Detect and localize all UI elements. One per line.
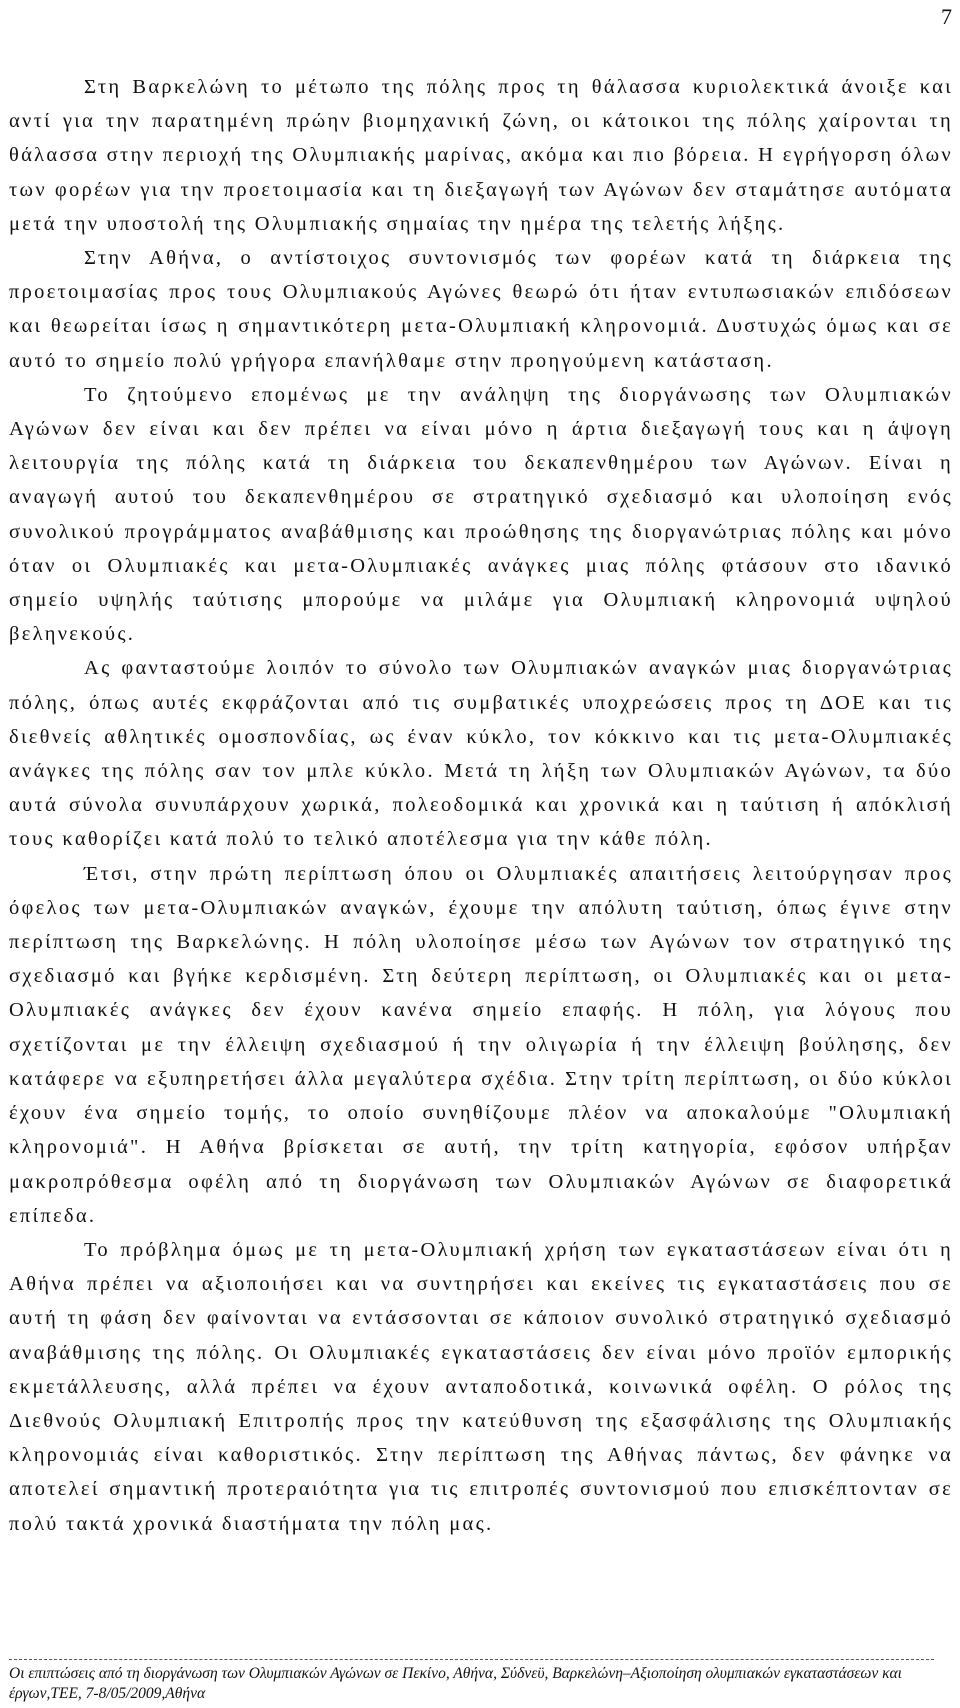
paragraph-5: Έτσι, στην πρώτη περίπτωση όπου οι Ολυμπιακές απαιτήσεις λειτούργησαν προς όφελος των μετα-Ολυμπιακών αναγκών, έχουμε την απόλυτη ταύτιση, όπως έγινε στην περίπτωση της Βαρκελώνης. Η πόλη υλοποίησε μέσω των Αγώνων τον στρατηγικό της σχεδιασμό και βγήκε κερδισμένη. Στη δεύτερη περίπτωση, οι Ολυμπιακές και οι μετα-Ολυμπιακές ανάγκες δεν έχουν κανένα σημείο επαφής. Η πόλη, για λόγους που σχετίζονται με την έλλειψη σχεδιασμού ή την ολιγωρία ή την έλλειψη βούλησης, δεν κατάφερε να εξυπηρετήσει άλλα μεγαλύτερα σχέδια. Στην τρίτη περίπτωση, οι δύο κύκλοι έχουν ένα σημείο τομής, το οποίο συνηθίζουμε πλέον να αποκαλούμε "Ολυμπιακή κληρονομιά". Η Αθήνα βρίσκεται σε αυτή, την τρίτη κατηγορία, εφόσον υπήρξαν μακροπρόθεσμα οφέλη από τη διοργάνωση των Ολυμπιακών Αγώνων σε διαφορετικά επίπεδα. xyxy=(9,862,953,1227)
paragraph-6: Το πρόβλημα όμως με τη μετα-Ολυμπιακή χρήση των εγκαταστάσεων είναι ότι η Αθήνα πρέπει να αξιοποιήσει και να συντηρήσει και εκείνες τις εγκαταστάσεις που σε αυτή τη φάση δεν φαίνονται να εντάσσονται σε κάποιον συνολικό στρατηγικό σχεδιασμό αναβάθμισης της πόλης. Οι Ολυμπιακές εγκαταστάσεις δεν είναι μόνο προϊόν εμπορικής εκμετάλλευσης, αλλά πρέπει να έχουν ανταποδοτικά, κοινωνικά οφέλη. Ο ρόλος της Διεθνούς Ολυμπιακή Επιτροπής προς την κατεύθυνση της εξασφάλισης της Ολυμπιακής κληρονομιάς είναι καθοριστικός. Στην περίπτωση της Αθήνας πάντως, δεν φάνηκε να αποτελεί σημαντική προτεραιότητα για τις επιτροπές συντονισμού που επισκέπτονταν σε πολύ τακτά χρονικά διαστήματα την πόλη μας. xyxy=(9,1238,953,1535)
paragraph-4: Ας φανταστούμε λοιπόν το σύνολο των Ολυμπιακών αναγκών μιας διοργανώτριας πόλης, όπως αυτές εκφράζονται από τις συμβατικές υποχρεώσεις προς τη ΔΟΕ και τις διεθνείς αθλητικές ομοσπονδίας, ως έναν κύκλο, τον κόκκινο και τις μετα-Ολυμπιακές ανάγκες της πόλης σαν τον μπλε κύκλο. Μετά τη λήξη των Ολυμπιακών Αγώνων, τα δύο αυτά σύνολα συνυπάρχουν χωρικά, πολεοδομικά και χρονικά και η ταύτιση ή απόκλισή τους καθορίζει κατά πολύ το τελικό αποτέλεσμα για την κάθε πόλη. xyxy=(9,657,953,851)
footer-divider xyxy=(9,1659,934,1660)
paragraph-3: Το ζητούμενο επομένως με την ανάληψη της διοργάνωσης των Ολυμπιακών Αγώνων δεν είναι και δεν πρέπει να είναι μόνο η άρτια διεξαγωγή τους και η άψογη λειτουργία της πόλης κατά τη διάρκεια του δεκαπενθημέρου των Αγώνων. Είναι η αναγωγή αυτού του δεκαπενθημέρου σε στρατηγικό σχεδιασμό και υλοποίηση ενός συνολικού προγράμματος αναβάθμισης και προώθησης της διοργανώτριας πόλης και μόνο όταν οι Ολυμπιακές και μετα-Ολυμπιακές ανάγκες μιας πόλης φτάσουν στο ιδανικό σημείο υψηλής ταύτισης μπορούμε να μιλάμε για Ολυμπιακή κληρονομιά υψηλού βεληνεκούς. xyxy=(9,383,953,646)
footer-citation: Οι επιπτώσεις από τη διοργάνωση των Ολυμπιακών Αγώνων σε Πεκίνο, Αθήνα, Σύδνεϋ, Βαρκελώνη–Αξιοποίηση ολυμπιακών εγκαταστάσεων και έργων,ΤΕΕ, 7-8/05/2009,Αθήνα xyxy=(9,1665,902,1702)
paragraph-1: Στη Βαρκελώνη το μέτωπο της πόλης προς τη θάλασσα κυριολεκτικά άνοιξε και αντί για την παρατημένη πρώην βιομηχανική ζώνη, οι κάτοικοι της πόλης χαίρονται τη θάλασσα στην περιοχή της Ολυμπιακής μαρίνας, ακόμα και πιο βόρεια. Η εγρήγορση όλων των φορέων για την προετοιμασία και τη διεξαγωγή των Αγώνων δεν σταμάτησε αυτόματα μετά την υποστολή της Ολυμπιακής σημαίας την ημέρα της τελετής λήξης. xyxy=(9,76,953,235)
body-text xyxy=(9,70,953,1541)
page-number: 7 xyxy=(941,4,952,29)
paragraph-2: Στην Αθήνα, ο αντίστοιχος συντονισμός των φορέων κατά τη διάρκεια της προετοιμασίας προς τους Ολυμπιακούς Αγώνες θεωρώ ότι ήταν εντυπωσιακών επιδόσεων και θεωρείται ίσως η σημαντικότερη μετα-Ολυμπιακή κληρονομιά. Δυστυχώς όμως και σε αυτό το σημείο πολύ γρήγορα επανήλθαμε στην προηγούμενη κατάσταση. xyxy=(9,247,953,372)
